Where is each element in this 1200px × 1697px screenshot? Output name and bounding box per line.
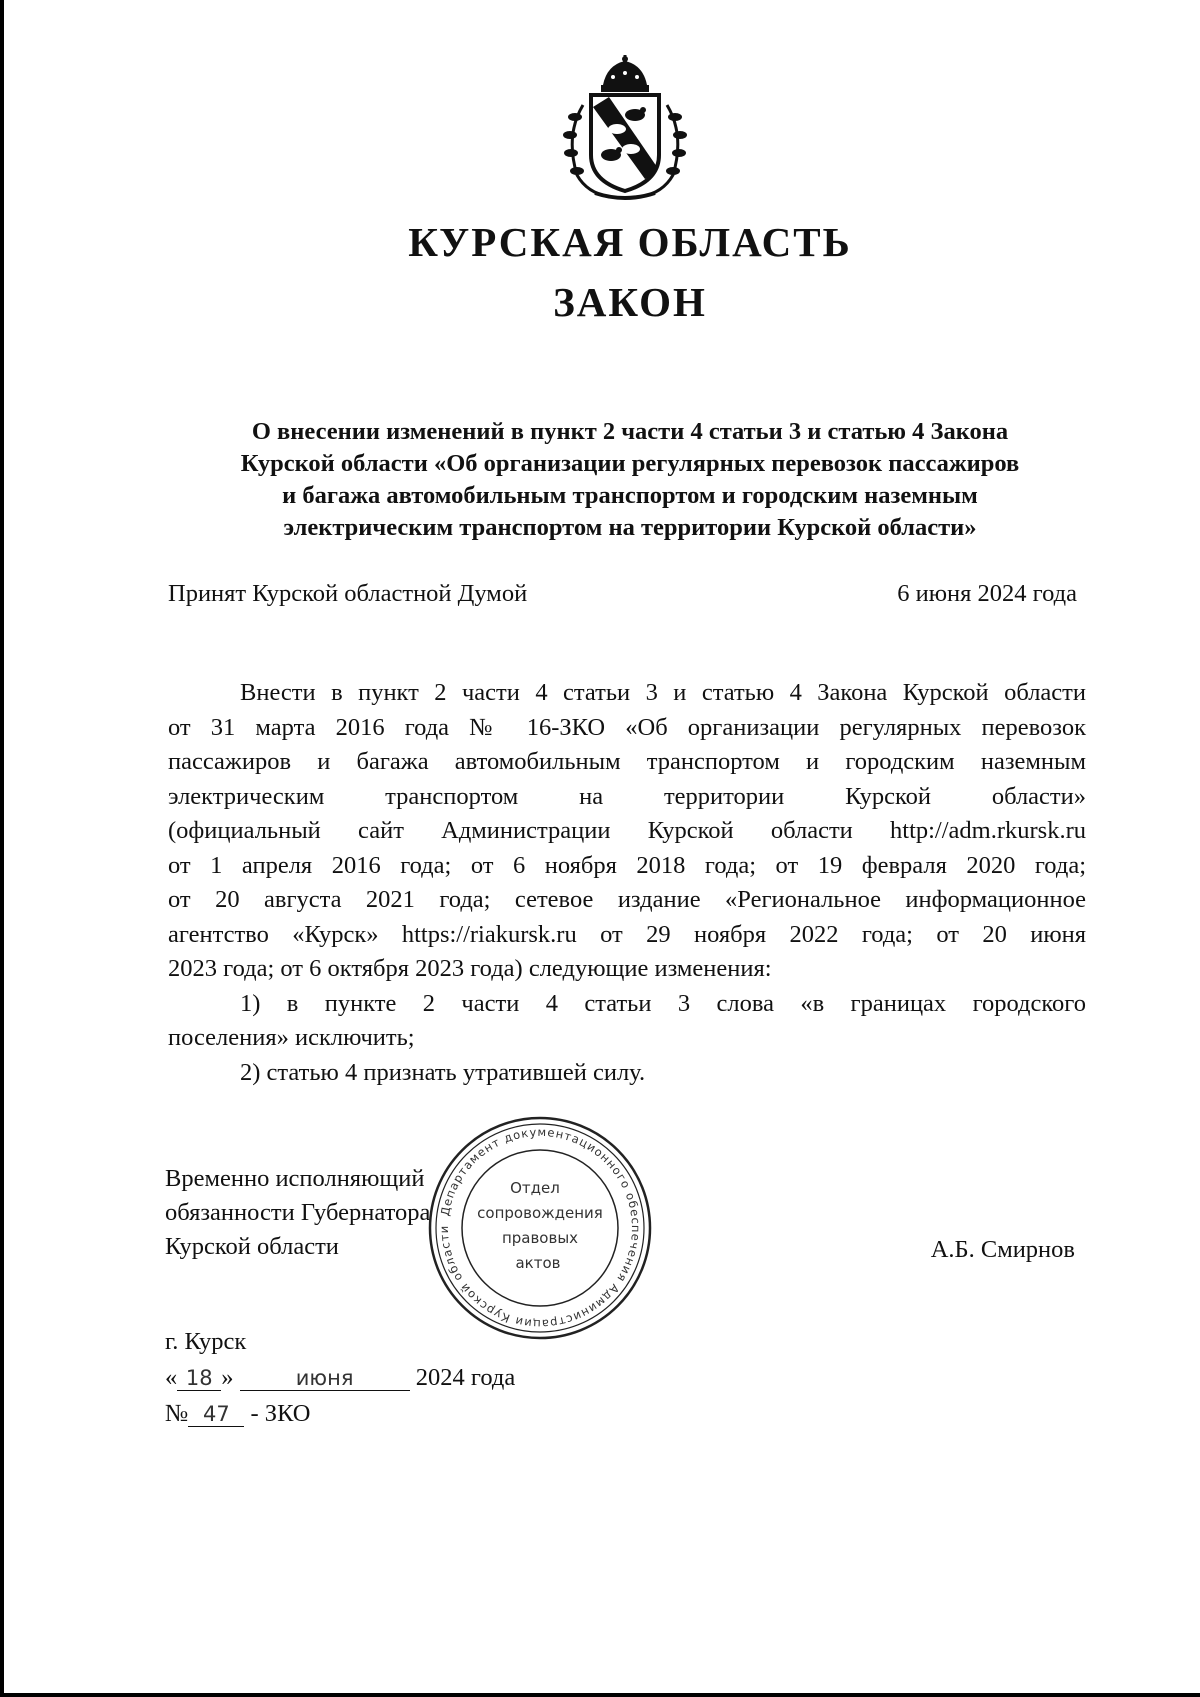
signatory-name: А.Б. Смирнов xyxy=(930,1236,1075,1263)
amendment-item-1 xyxy=(168,987,1086,1056)
scan-edge-bottom xyxy=(0,1693,1200,1697)
date-close-quote: » xyxy=(221,1364,234,1391)
stamp-outer-text: Департамент документационного обеспечения Администрации Курской области xyxy=(436,1124,644,1332)
coat-of-arms-icon xyxy=(555,55,695,205)
amendment-item-2 xyxy=(168,1056,1086,1091)
stamp-inner-line: сопровождения xyxy=(477,1204,603,1222)
signatory-title xyxy=(165,1162,430,1264)
law-title-line: О внесении изменений в пункт 2 части 4 статьи 3 и статью 4 Закона xyxy=(251,418,1009,445)
law-number xyxy=(165,1400,311,1428)
law-number-suffix: - ЗКО xyxy=(250,1400,311,1427)
law-number-value: 47 xyxy=(188,1402,244,1427)
paragraph-line: 2023 года; от 6 октября 2023 года) следующие изменения: xyxy=(168,955,772,982)
official-stamp xyxy=(425,1113,655,1343)
svg-text:Департамент документационного xyxy=(437,1125,643,1331)
paragraph-line: агентство «Курск» https://riakursk.ru от 29 ноября 2022 года; от 20 июня xyxy=(168,920,1086,948)
paragraph-line: электрическим транспортом на территории Курской области» xyxy=(168,782,1086,810)
date-month: июня xyxy=(240,1366,410,1391)
stamp-inner-line: правовых xyxy=(501,1229,579,1247)
law-title-line: и багажа автомобильным транспортом и городским наземным xyxy=(282,482,978,509)
law-title-line: Курской области «Об организации регулярных перевозок пассажиров xyxy=(240,450,1020,477)
item-line: 2) статью 4 признать утратившей силу. xyxy=(240,1058,646,1086)
paragraph-line: от 31 марта 2016 года № 16-ЗКО «Об организации регулярных перевозок xyxy=(168,713,1086,741)
paragraph-line: (официальный сайт Администрации Курской области http://adm.rkursk.ru xyxy=(168,817,1086,844)
law-title xyxy=(160,416,1100,544)
signatory-title-line: обязанности Губернатора xyxy=(165,1199,431,1226)
region-title: КУРСКАЯ ОБЛАСТЬ xyxy=(408,219,852,265)
signatory-title-line: Курской области xyxy=(165,1233,339,1260)
signing-place: г. Курск xyxy=(165,1328,247,1355)
signing-date xyxy=(165,1364,515,1392)
adopted-date: 6 июня 2024 года xyxy=(897,580,1077,607)
adopted-by: Принят Курской областной Думой xyxy=(168,580,528,607)
law-title-line: электрическим транспортом на территории Курской области» xyxy=(283,514,977,541)
date-open-quote: « xyxy=(165,1364,178,1391)
paragraph-line: Внести в пункт 2 части 4 статьи 3 и статью 4 Закона Курской области xyxy=(240,679,1086,706)
item-line: поселения» исключить; xyxy=(168,1024,415,1051)
document-kind: ЗАКОН xyxy=(553,279,707,325)
paragraph-line: от 20 августа 2021 года; сетевое издание «Региональное информационное xyxy=(168,886,1086,913)
date-day: 18 xyxy=(177,1366,221,1391)
number-sign: № xyxy=(165,1400,189,1427)
law-body xyxy=(168,676,1086,1090)
signatory-title-line: Временно исполняющий xyxy=(165,1165,425,1192)
stamp-inner-line: актов xyxy=(515,1254,561,1272)
main-paragraph xyxy=(168,676,1086,987)
paragraph-line: от 1 апреля 2016 года; от 6 ноября 2018 года; от 19 февраля 2020 года; xyxy=(168,851,1086,879)
paragraph-line: пассажиров и багажа автомобильным транспортом и городским наземным xyxy=(168,748,1086,775)
stamp-inner-line: Отдел xyxy=(510,1179,560,1197)
item-line: 1) в пункте 2 части 4 статьи 3 слова «в границах городского xyxy=(240,989,1086,1017)
date-year: 2024 года xyxy=(415,1364,516,1391)
